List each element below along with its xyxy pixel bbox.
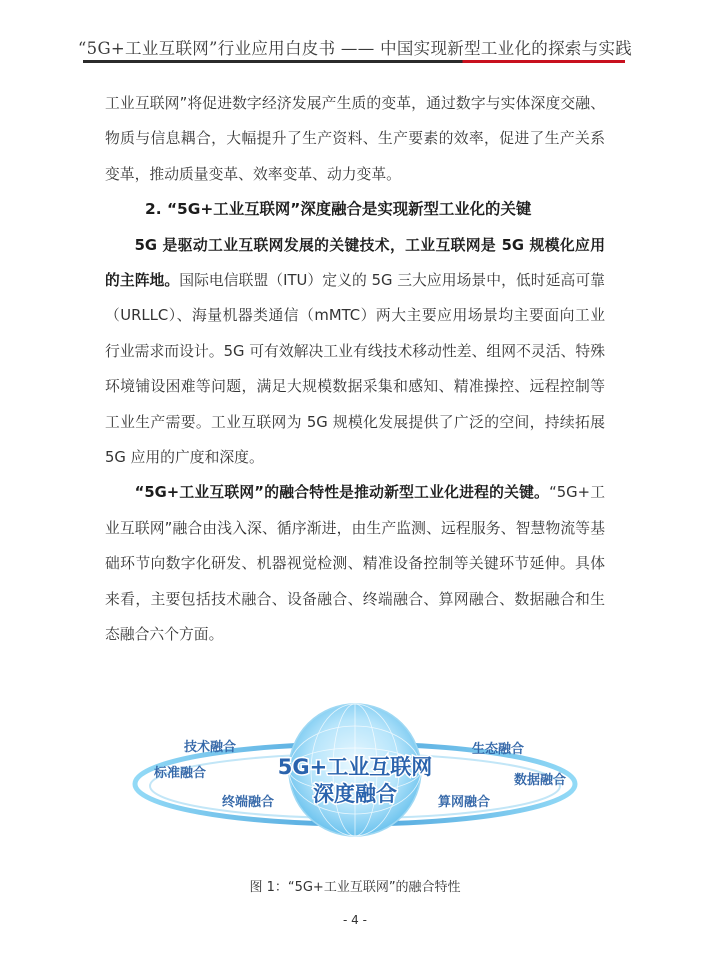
label-standard-integration: 标准融合 bbox=[154, 766, 207, 781]
header-title: “5G+工业互联网”行业应用白皮书 —— 中国实现新型工业化的探索与实践 bbox=[77, 39, 633, 58]
paragraph-intro: 工业互联网”将促进数字经济发展产生质的变革，通过数字与实体深度交融、物质与信息耦合，大幅提升了生产资料、生产要素的效率，促进了生产关系变革，推动质量变革、效率变革、动力变革。 bbox=[105, 95, 605, 183]
integration-diagram bbox=[130, 700, 580, 840]
section-heading: 2. “5G+工业互联网”深度融合是实现新型工业化的关键 bbox=[145, 200, 532, 219]
figure-center-title: 5G+工业互联网 bbox=[277, 755, 433, 779]
paragraph-integration bbox=[105, 475, 605, 652]
paragraph-lead: “5G+工业互联网”的融合特性是推动新型工业化进程的关键。 bbox=[134, 484, 550, 502]
integration-figure bbox=[130, 700, 580, 840]
figure-center-subtitle: 深度融合 bbox=[313, 782, 397, 806]
paragraph-text: “5G+工业互联网”融合由浅入深、循序渐进，由生产监测、远程服务、智慧物流等基础环节向数字化研发、机器视觉检测、精准设备控制等关键环节延伸。具体来看，主要包括技术融合、设备融合、终端融合、算网融合、数据融合和生态融合六个方面。 bbox=[105, 484, 605, 644]
figure-caption: 图 1：“5G+工业互联网”的融合特性 bbox=[249, 880, 461, 895]
paragraph-text: 国际电信联盟（ITU）定义的 5G 三大应用场景中，低时延高可靠（URLLC）、海量机器类通信（mMTC）两大主要应用场景均主要面向工业行业需求而设计。5G 可有效解决工业有线技术移动性差、组网不灵活、特殊环境铺设困难等问题，满足大规模数据采集和感知、精准操控、远程控制等工业生产需要。工业互联网为 5G 规模化发展提供了广泛的空间，持续拓展 5G 应用的广度和深度。 bbox=[105, 272, 605, 467]
paragraph-lead: 5G 是驱动工业互联网发展的关键技术，工业互联网是 5G 规模化应用的主阵地。 bbox=[105, 236, 605, 290]
label-data-integration: 数据融合 bbox=[514, 773, 567, 788]
main-content bbox=[105, 86, 605, 653]
label-eco-integration: 生态融合 bbox=[472, 742, 525, 757]
header-rule bbox=[83, 60, 625, 63]
label-terminal-integration: 终端融合 bbox=[222, 795, 275, 810]
page-number: - 4 - bbox=[343, 913, 367, 927]
label-compute-integration: 算网融合 bbox=[438, 795, 491, 810]
label-tech-integration: 技术融合 bbox=[184, 740, 237, 755]
paragraph-5g-key-tech bbox=[105, 228, 605, 476]
